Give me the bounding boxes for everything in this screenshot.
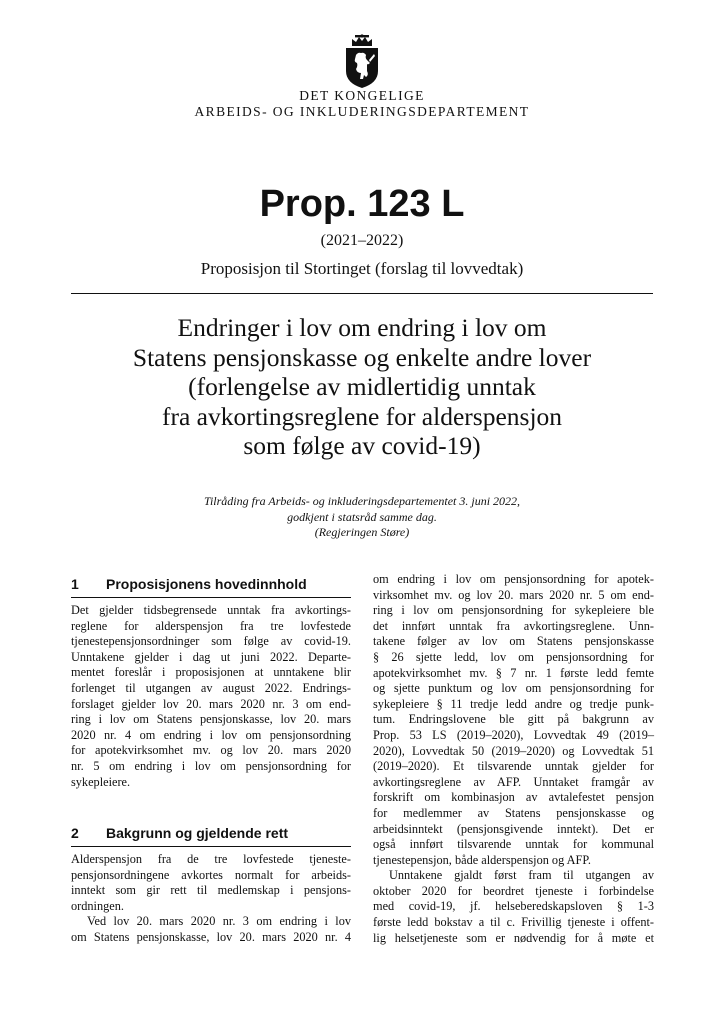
- section1-body: [71, 603, 351, 790]
- body-line: tjenestepensjonsordninger som følge av covid-19.: [71, 634, 351, 649]
- section-heading-1: [71, 576, 307, 592]
- body-line: pensjonsordningene avkortes normalt for arbeids-: [71, 867, 351, 882]
- body-line: første ledd bokstav a til c. Frivillig tjeneste i offent-: [373, 915, 654, 930]
- section-title: Bakgrunn og gjeldende rett: [106, 825, 289, 841]
- body-line: med covid-19, jf. helseberedskapsloven § 1-3: [373, 899, 654, 914]
- body-line: for medlemmer av Statens pensjonskasse og: [373, 805, 654, 820]
- body-line: 2020), Lovvedtak 50 (2019–2020) og Lovvedtak 51: [373, 743, 654, 758]
- body-line: for apotekvirksomhet mv. og lov 20. mars 2020: [71, 743, 351, 758]
- proposition-title: Prop. 123 L: [259, 183, 465, 225]
- body-line: også innført tilsvarende unntak for kommunal: [373, 837, 654, 852]
- main-title-line: Endringer i lov om endring i lov om: [177, 313, 547, 342]
- body-line: Unntakene gjaldt først fram til utgangen av: [389, 868, 654, 883]
- body-line: mentet foreslår i proposisjonen at unntakene blir: [71, 665, 351, 680]
- tilrading-line: godkjent i statsråd samme dag.: [287, 509, 437, 524]
- main-title-line: fra avkortingsreglene for alderspensjon: [161, 401, 563, 431]
- body-line: sykepleiere § 11 tredje ledd andre og tredje punk-: [373, 696, 654, 711]
- body-line: forskrift om kombinasjon av avtalefestet pensjon: [373, 790, 654, 805]
- title-divider: [71, 293, 653, 294]
- main-title-line: som følge av covid-19): [243, 431, 481, 460]
- tilrading-note: [0, 494, 724, 541]
- section-number: 2: [71, 825, 79, 841]
- body-line: inntekt som gir rett til medlemskap i pensjons-: [71, 883, 351, 898]
- body-line: 2020 nr. 4 om endring i lov om pensjonsordning: [71, 727, 351, 742]
- body-line: nr. 5 om endring i lov om pensjonsordning for: [71, 758, 351, 773]
- body-line: apotekvirksomhet mv. § 7 nr. 1 første ledd femte: [373, 665, 654, 680]
- right-column-body: [373, 572, 654, 946]
- section-heading-rule: [71, 597, 351, 598]
- department-name-line2: ARBEIDS- OG INKLUDERINGSDEPARTEMENT: [194, 104, 530, 119]
- section-heading-rule: [71, 846, 351, 847]
- body-line: og sjette punktum og lov om pensjonsordning for: [373, 681, 654, 696]
- session-years: (2021–2022): [320, 232, 404, 249]
- body-line: tum. Endringslovene ble gitt på bakgrunn av: [373, 712, 654, 727]
- body-line: ring i lov om Statens pensjonskasse, lov 20. mars: [71, 712, 351, 727]
- body-line: om endring i lov om pensjonsordning for apotek-: [373, 572, 654, 586]
- body-line: takene følger av lov om Statens pensjonskasse: [373, 634, 654, 649]
- body-line: om Statens pensjonskasse, lov 20. mars 2020 nr. 4: [71, 929, 351, 944]
- section2-body: [71, 852, 351, 946]
- body-line: tjenestepensjon, både alderspensjon og AFP.: [373, 852, 591, 867]
- body-line: sykepleiere.: [71, 774, 131, 789]
- main-title: [0, 313, 724, 461]
- tilrading-line: Tilråding fra Arbeids- og inkluderingsdepartementet 3. juni 2022,: [203, 494, 521, 508]
- body-line: lig helsetjeneste som er nødvendig for å møte et: [373, 930, 654, 945]
- proposition-type: Proposisjon til Stortinget (forslag til lovvedtak): [200, 259, 524, 278]
- body-line: Ved lov 20. mars 2020 nr. 3 om endring i lov: [87, 914, 351, 929]
- body-line: § 26 sjette ledd, lov om pensjonsordning for: [373, 649, 654, 664]
- main-title-line: (forlengelse av midlertidig unntak: [188, 372, 536, 401]
- body-line: avkortingsreglene av AFP. Unntaket framgår av: [373, 774, 654, 789]
- body-line: virksomhet mv. og lov 20. mars 2020 nr. 5 om end-: [373, 587, 654, 602]
- body-line: ordningen.: [71, 898, 124, 913]
- body-line: (2019–2020). Et tilsvarende unntak gjelder for: [373, 759, 654, 774]
- body-line: Unntakene gjelder i dag ut juni 2022. Departe-: [71, 649, 351, 664]
- norwegian-coat-of-arms-icon: [339, 33, 385, 89]
- department-name-line1: DET KONGELIGE: [299, 88, 425, 103]
- body-line: Alderspensjon fra de tre lovfestede tjeneste-: [71, 852, 351, 866]
- tilrading-line: (Regjeringen Støre): [314, 525, 410, 539]
- body-line: reglene for alderspensjon fra tre lovfestede: [71, 618, 351, 633]
- body-line: det innført unntak fra avkortingsreglene. Unn-: [373, 618, 654, 633]
- body-line: oktober 2020 for beordret tjeneste i forbindelse: [373, 883, 654, 898]
- body-line: ring i lov om pensjonsordning for sykepleiere ble: [373, 603, 654, 618]
- main-title-line: Statens pensjonskasse og enkelte andre lover: [132, 342, 592, 372]
- body-line: forslaget gjelder lov 20. mars 2020 nr. 3 om end-: [71, 696, 351, 711]
- section-title: Proposisjonens hovedinnhold: [106, 576, 307, 592]
- body-line: Prop. 53 LS (2019–2020), Lovvedtak 49 (2019–: [373, 727, 654, 742]
- body-line: arbeidsinntekt (pensjonsgivende inntekt). Det er: [373, 821, 654, 836]
- body-line: Det gjelder tidsbegrensede unntak fra avkortings-: [71, 603, 351, 617]
- section-heading-2: [71, 825, 288, 841]
- body-line: forlenget til utgangen av august 2022. Endrings-: [71, 680, 351, 695]
- section-number: 1: [71, 576, 79, 592]
